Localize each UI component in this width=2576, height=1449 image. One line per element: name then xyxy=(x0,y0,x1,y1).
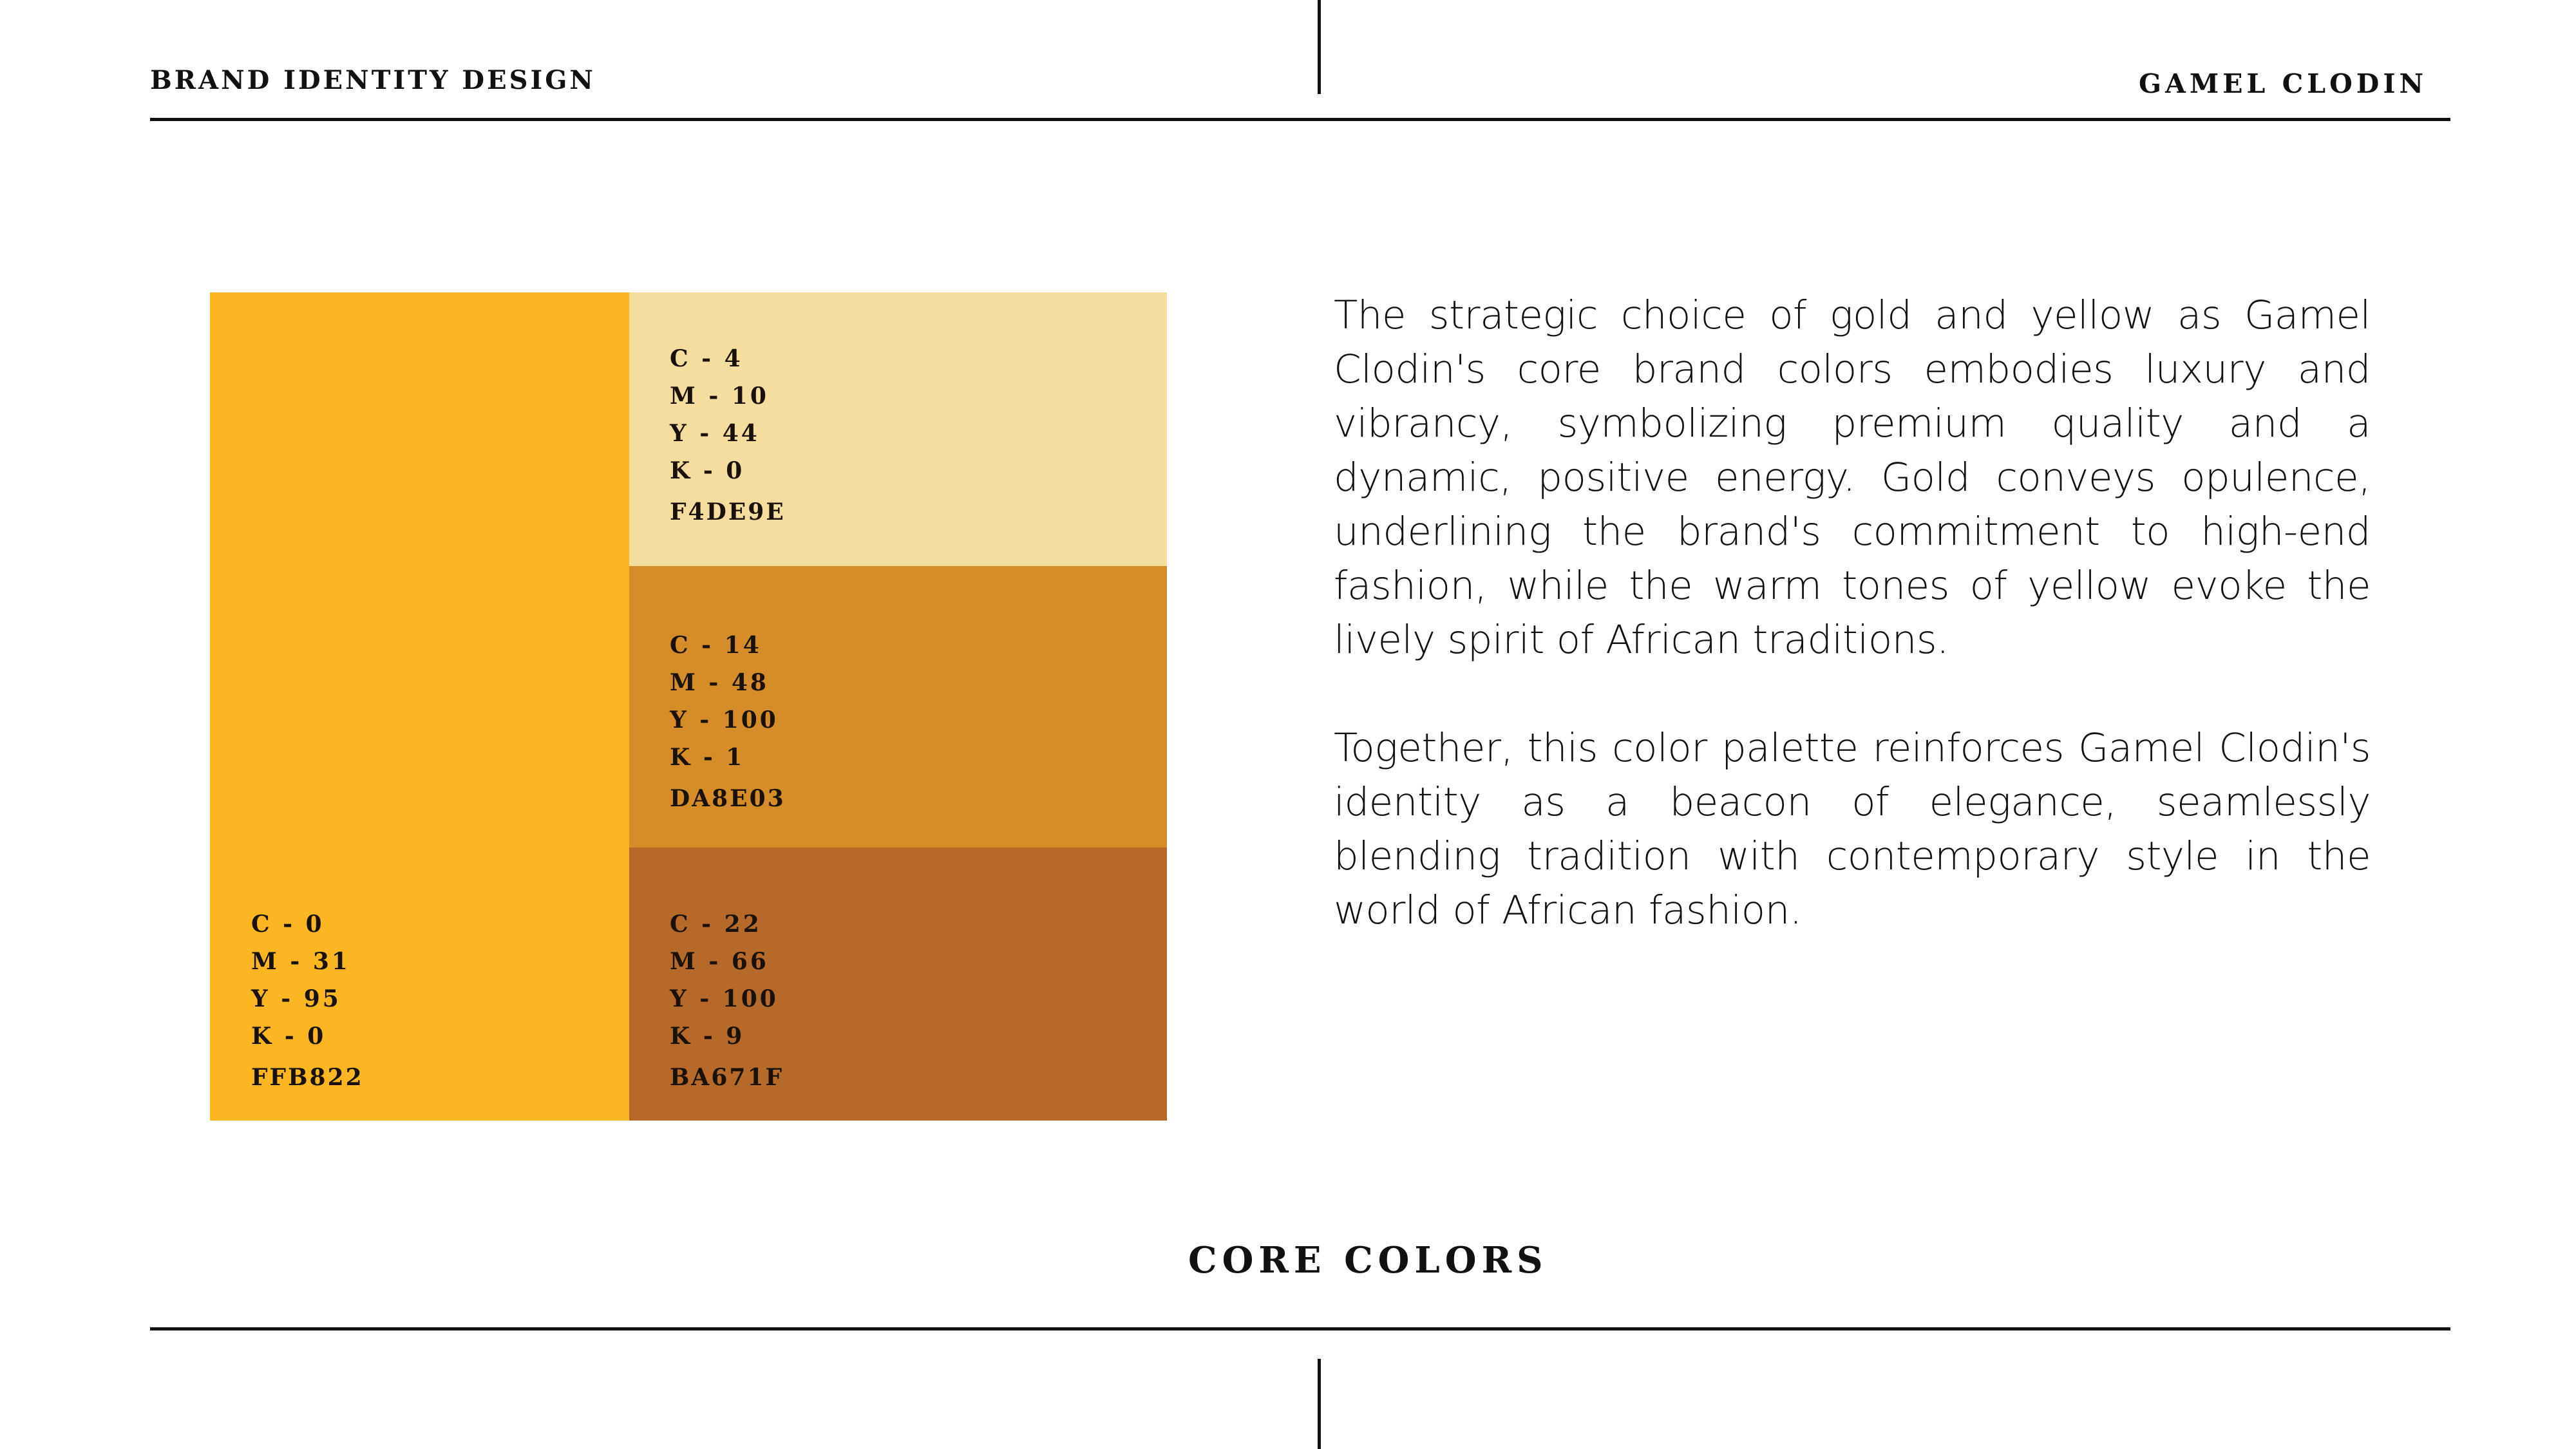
section-caption: CORE COLORS xyxy=(1188,1239,1548,1282)
cmyk-k: K - 0 xyxy=(670,457,745,484)
cmyk-y: Y - 100 xyxy=(670,985,779,1012)
cmyk-y: Y - 100 xyxy=(670,706,779,734)
bottom-vertical-rule xyxy=(1318,1359,1321,1449)
cmyk-m: M - 31 xyxy=(251,948,350,975)
cmyk-k: K - 0 xyxy=(251,1023,327,1050)
cmyk-y: Y - 95 xyxy=(251,985,341,1012)
description xyxy=(1334,289,2371,938)
cmyk-y: Y - 44 xyxy=(670,420,760,447)
header-right-title: GAMEL CLODIN xyxy=(2139,68,2427,99)
hex-code: BA671F xyxy=(670,1064,784,1091)
bottom-horizontal-rule xyxy=(150,1327,2450,1331)
codes-copper xyxy=(670,905,784,1096)
cmyk-m: M - 10 xyxy=(670,383,769,410)
hex-code: FFB822 xyxy=(251,1064,364,1091)
cmyk-k: K - 9 xyxy=(670,1023,745,1050)
cmyk-c: C - 4 xyxy=(670,345,743,372)
top-horizontal-rule xyxy=(150,118,2450,121)
cmyk-c: C - 22 xyxy=(670,911,762,938)
top-vertical-rule xyxy=(1318,0,1321,94)
cmyk-m: M - 48 xyxy=(670,669,769,696)
description-paragraph: The strategic choice of gold and yellow as Gamel Clodin's core brand colors embodies luxury and vibrancy, symbolizing premium quality and a dynamic, positive energy. Gold conveys opulence, underlining the brand's commitment to high-end fashion, while the warm tones of yellow evoke the lively spirit of African traditions. xyxy=(1334,292,2371,663)
cmyk-c: C - 14 xyxy=(670,632,762,659)
description-paragraph: Together, this color palette reinforces Gamel Clodin's identity as a beacon of elegance, seamlessly blending tradition with contemporary style in the world of African fashion. xyxy=(1334,725,2371,933)
cmyk-m: M - 66 xyxy=(670,948,769,975)
cmyk-c: C - 0 xyxy=(251,911,325,938)
codes-gold xyxy=(251,905,364,1096)
hex-code: DA8E03 xyxy=(670,785,786,812)
header-left-title: BRAND IDENTITY DESIGN xyxy=(150,65,596,95)
codes-light-yellow xyxy=(670,340,786,531)
cmyk-k: K - 1 xyxy=(670,744,745,771)
hex-code: F4DE9E xyxy=(670,498,786,526)
codes-amber xyxy=(670,627,786,817)
